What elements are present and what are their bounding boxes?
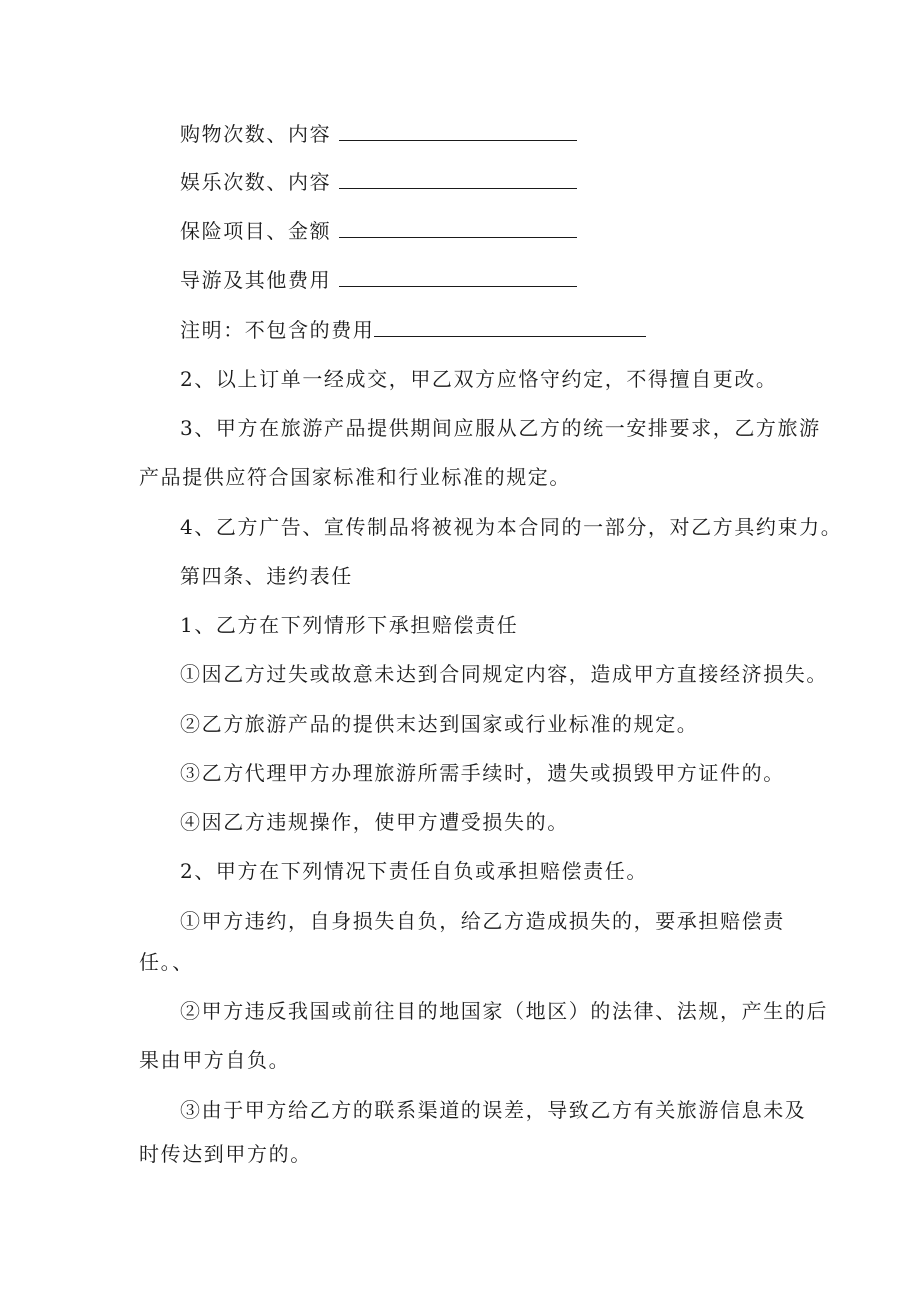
clause-2: 2、以上订单一经成交，甲乙双方应恪守约定，不得擅自更改。: [180, 367, 778, 391]
party-a-item-1-line-2: 任。、: [139, 950, 194, 974]
note-field: [180, 318, 646, 342]
party-a-item-1-line-1: ①甲方违约，自身损失自负，给乙方造成损失的，要承担赔偿责: [180, 909, 785, 933]
party-a-item-3-line-1: ③由于甲方给乙方的联系渠道的误差，导致乙方有关旅游信息未及: [180, 1098, 807, 1122]
insurance-field: [180, 219, 577, 243]
shopping-blank[interactable]: [339, 122, 577, 141]
shopping-label: 购物次数、内容: [180, 122, 332, 146]
clause-3-line-2: 产品提供应符合国家标准和行业标准的规定。: [139, 465, 571, 489]
liability-item-2: ②乙方旅游产品的提供末达到国家或行业标准的规定。: [180, 712, 699, 736]
shopping-field: [180, 122, 577, 146]
note-blank[interactable]: [374, 318, 646, 337]
guide-fees-label: 导游及其他费用: [180, 268, 332, 292]
entertainment-blank[interactable]: [339, 170, 577, 189]
liability-item-4: ④因乙方违规操作，使甲方遭受损失的。: [180, 810, 569, 834]
party-a-item-2-line-2: 果由甲方自负。: [139, 1048, 291, 1072]
insurance-label: 保险项目、金额: [180, 219, 332, 243]
guide-fees-blank[interactable]: [339, 268, 577, 287]
liability-section-1: 1、乙方在下列情形下承担赔偿责任: [180, 613, 519, 637]
clause-4: 4、乙方广告、宣传制品将被视为本合同的一部分，对乙方具约束力。: [180, 515, 843, 539]
entertainment-field: [180, 170, 577, 194]
party-a-item-3-line-2: 时传达到甲方的。: [139, 1142, 312, 1166]
guide-fees-field: [180, 268, 577, 292]
clause-3-line-1: 3、甲方在旅游产品提供期间应服从乙方的统一安排要求，乙方旅游: [180, 416, 821, 440]
insurance-blank[interactable]: [339, 219, 577, 238]
note-label: 注明：不包含的费用: [180, 318, 375, 342]
entertainment-label: 娱乐次数、内容: [180, 170, 332, 194]
party-a-item-2-line-1: ②甲方违反我国或前往目的地国家（地区）的法律、法规，产生的后: [180, 999, 828, 1023]
liability-item-1: ①因乙方过失或故意未达到合同规定内容，造成甲方直接经济损失。: [180, 662, 828, 686]
article-4-heading: 第四条、违约表任: [180, 564, 353, 588]
liability-item-3: ③乙方代理甲方办理旅游所需手续时，遗失或损毁甲方证件的。: [180, 761, 785, 785]
liability-section-2: 2、甲方在下列情况下责任自负或承担赔偿责任。: [180, 859, 648, 883]
